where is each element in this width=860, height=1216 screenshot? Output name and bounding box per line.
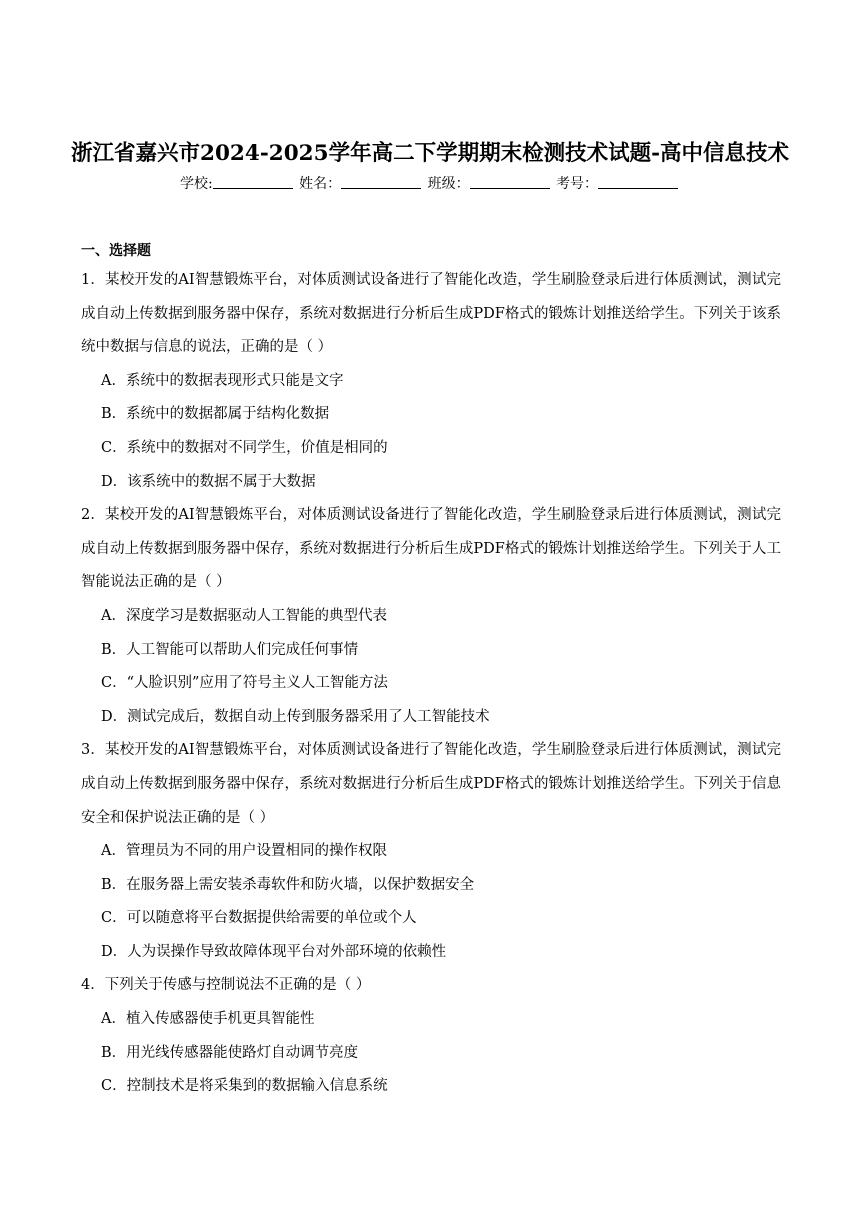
question-1 bbox=[81, 264, 781, 499]
question-stem: 1．某校开发的AI智慧锻炼平台，对体质测试设备进行了智能化改造，学生刷脸登录后进行体质测试，测试完成自动上传数据到服务器中保存，系统对数据进行分析后生成PDF格式的锻炼计划推送给学生。下列关于该系统中数据与信息的说法，正确的是（ ） bbox=[81, 272, 781, 356]
name-label: 姓名： bbox=[299, 176, 342, 192]
option-d: D．该系统中的数据不属于大数据 bbox=[101, 473, 316, 490]
question-2 bbox=[81, 499, 781, 734]
section-title: 一、选择题 bbox=[81, 243, 151, 259]
school-label: 学校: bbox=[179, 176, 213, 192]
option-b: B．系统中的数据都属于结构化数据 bbox=[101, 406, 330, 423]
option-a: A．植入传感器使手机更具智能性 bbox=[101, 1011, 315, 1028]
school-blank[interactable] bbox=[213, 176, 293, 189]
option-a: A．管理员为不同的用户设置相同的操作权限 bbox=[101, 843, 387, 860]
student-info-line bbox=[0, 173, 860, 193]
question-4 bbox=[81, 969, 781, 1103]
class-label: 班级： bbox=[427, 176, 470, 192]
option-d: D．测试完成后，数据自动上传到服务器采用了人工智能技术 bbox=[101, 708, 490, 725]
option-d: D．人为误操作导致故障体现平台对外部环境的依赖性 bbox=[101, 943, 447, 960]
question-stem: 2．某校开发的AI智慧锻炼平台，对体质测试设备进行了智能化改造，学生刷脸登录后进行体质测试，测试完成自动上传数据到服务器中保存，系统对数据进行分析后生成PDF格式的锻炼计划推送给学生。下列关于人工智能说法正确的是（ ） bbox=[81, 507, 781, 591]
option-b: B．人工智能可以帮助人们完成任何事情 bbox=[101, 641, 359, 658]
exam-number-blank[interactable] bbox=[598, 176, 678, 189]
option-c: C．可以随意将平台数据提供给需要的单位或个人 bbox=[101, 910, 417, 927]
exam-title: 浙江省嘉兴市2024-2025学年高二下学期期末检测技术试题-高中信息技术 bbox=[70, 141, 790, 166]
option-c: C．控制技术是将采集到的数据输入信息系统 bbox=[101, 1078, 388, 1095]
option-c: C．系统中的数据对不同学生，价值是相同的 bbox=[101, 439, 388, 456]
exam-number-label: 考号： bbox=[556, 176, 599, 192]
class-blank[interactable] bbox=[470, 176, 550, 189]
option-b: B．在服务器上需安装杀毒软件和防火墙，以保护数据安全 bbox=[101, 876, 475, 893]
option-a: A．系统中的数据表现形式只能是文字 bbox=[101, 372, 344, 389]
question-list bbox=[81, 264, 781, 1104]
question-stem: 3．某校开发的AI智慧锻炼平台，对体质测试设备进行了智能化改造，学生刷脸登录后进行体质测试，测试完成自动上传数据到服务器中保存，系统对数据进行分析后生成PDF格式的锻炼计划推送给学生。下列关于信息安全和保护说法正确的是（ ） bbox=[81, 742, 781, 826]
option-b: B．用光线传感器能使路灯自动调节亮度 bbox=[101, 1044, 359, 1061]
question-3 bbox=[81, 734, 781, 969]
question-stem: 4．下列关于传感与控制说法不正确的是（ ） bbox=[81, 977, 371, 994]
option-c: C．“人脸识别”应用了符号主义人工智能方法 bbox=[101, 675, 388, 692]
option-a: A．深度学习是数据驱动人工智能的典型代表 bbox=[101, 607, 387, 624]
name-blank[interactable] bbox=[341, 176, 421, 189]
